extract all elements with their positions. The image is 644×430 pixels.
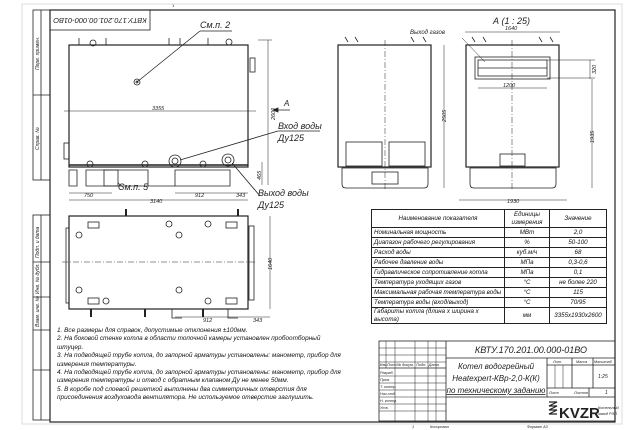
col-header: Подп. bbox=[416, 363, 427, 367]
strip-label: Перв. примен. bbox=[35, 36, 41, 70]
side-strip bbox=[33, 10, 50, 420]
copy-number: 1 bbox=[412, 425, 415, 429]
role-label: Т. контр. bbox=[380, 385, 397, 389]
dim-2505: 2505 bbox=[442, 109, 448, 122]
water-outlet-label: Выход воды bbox=[258, 188, 309, 198]
dim-750: 750 bbox=[84, 193, 94, 199]
cell-value: 115 bbox=[550, 288, 607, 298]
header-unit: Единицы измерения bbox=[505, 210, 550, 228]
role-label: Утв. bbox=[380, 406, 389, 410]
sheets-value: 1 bbox=[605, 390, 608, 396]
role-label: Нач.отд. bbox=[380, 392, 397, 396]
col-header: Дата bbox=[428, 363, 439, 367]
sheet-label: Лист bbox=[549, 391, 559, 395]
col-header: Лист bbox=[387, 363, 397, 367]
top-view bbox=[62, 209, 270, 318]
dim-3140: 3140 bbox=[150, 199, 163, 205]
product-name-3: по техническому заданию bbox=[446, 386, 546, 395]
dim-1935: 1935 bbox=[590, 130, 596, 143]
cell-value: 70/95 bbox=[550, 298, 607, 308]
view-a bbox=[459, 32, 595, 200]
note-item: 2. На боковой стенке котла в области топочной камеры установлен пробоотборный штуцер. bbox=[57, 335, 321, 351]
note-item: 4. На подводящей трубе котла, до запорной арматуры установлены: манометр, прибор для измерения температуры и отвод с обратным клапаном Ду не менее 50мм. bbox=[57, 369, 341, 385]
cell-unit: °С bbox=[505, 298, 550, 308]
rotated-code: КВТУ.170.201.00.000-01ВО bbox=[53, 16, 147, 26]
cell-unit: куб.м/ч bbox=[505, 248, 550, 258]
dim-343: 343 bbox=[236, 193, 246, 199]
cell-value: 0,1 bbox=[550, 268, 607, 278]
cell-name: Максимальная рабочая температура воды bbox=[372, 288, 505, 298]
product-name-2: Heatexpert-КВр-2,0-К(К) bbox=[452, 374, 540, 383]
dim-912: 912 bbox=[195, 193, 205, 199]
cell-unit: МВт bbox=[505, 228, 550, 238]
copied-label: Копировал bbox=[430, 425, 449, 429]
table-row bbox=[372, 248, 607, 258]
view-arrow-label: А bbox=[284, 99, 290, 108]
cell-value: 50-100 bbox=[550, 238, 607, 248]
table-row bbox=[372, 278, 607, 288]
table-row bbox=[372, 268, 607, 278]
callout-see-note-5: См.п. 5 bbox=[118, 182, 149, 192]
dim-pipe-height: 465 bbox=[257, 170, 263, 180]
strip-label: Подп. и дата bbox=[35, 226, 41, 258]
cell-name: Рабочее давление воды bbox=[372, 258, 505, 268]
table-row bbox=[372, 238, 607, 248]
cell-unit: мм bbox=[505, 308, 550, 324]
front-view bbox=[64, 31, 320, 200]
cell-value: 3355x1930x2600 bbox=[550, 308, 607, 324]
water-inlet-size: Ду125 bbox=[278, 133, 304, 143]
scale-label: Масштаб bbox=[594, 360, 612, 364]
kvzr-logo bbox=[549, 402, 600, 422]
mass-label: Масса bbox=[576, 360, 588, 364]
cell-unit: °С bbox=[505, 278, 550, 288]
note-item: 1. Все размеры для справок, допустимые отклонения ±100мм. bbox=[57, 327, 248, 334]
cell-value: 2,0 bbox=[550, 228, 607, 238]
role-label: Разраб. bbox=[380, 371, 394, 375]
cell-unit: °С bbox=[505, 288, 550, 298]
cell-name: Габариты котла (длина x ширина x высота) bbox=[372, 308, 505, 324]
dim-1640: 1640 bbox=[505, 26, 518, 32]
sheet-marker: 1 bbox=[172, 3, 175, 8]
company-line-1: Котельный bbox=[598, 406, 619, 410]
water-inlet-label: Вход воды bbox=[278, 121, 322, 131]
note-item: 3. На подводящей трубе котла, до запорной арматуры установлены: манометр, прибор для измерения температуры. bbox=[57, 352, 341, 368]
specification-table bbox=[371, 209, 607, 324]
cell-name: Расход воды bbox=[372, 248, 505, 258]
cell-name: Гидравлическое сопротивление котла bbox=[372, 268, 505, 278]
dim-length: 3355 bbox=[152, 106, 165, 112]
strip-label: Справ. № bbox=[35, 127, 41, 150]
table-row bbox=[372, 258, 607, 268]
table-row bbox=[372, 298, 607, 308]
table-row bbox=[372, 288, 607, 298]
cell-unit: МПа bbox=[505, 258, 550, 268]
cell-value: не более 220 bbox=[550, 278, 607, 288]
dim-height: 2600 bbox=[271, 107, 277, 120]
dim-top-343: 343 bbox=[253, 318, 263, 324]
callout-see-note-2: См.п. 2 bbox=[200, 20, 231, 30]
cell-unit: % bbox=[505, 238, 550, 248]
table-row bbox=[372, 308, 607, 324]
lit-label: Лит. bbox=[553, 360, 562, 364]
table-header-row bbox=[372, 210, 607, 228]
dim-top-1640: 1640 bbox=[268, 257, 274, 270]
role-label: Пров. bbox=[380, 378, 391, 382]
water-outlet-size: Ду125 bbox=[258, 200, 284, 210]
cell-name: Температура уходящих газов bbox=[372, 278, 505, 288]
cell-value: 0,3-0,6 bbox=[550, 258, 607, 268]
product-name-1: Котел водогрейный bbox=[457, 362, 535, 371]
note-item: 5. В коробе под слоевой решеткой выполнены два симметричных отверстия для присоединения воздуховода вентилятора. Не используемое отверстие заглушить. bbox=[57, 385, 314, 402]
cell-name: Диапазон рабочего регулирования bbox=[372, 238, 505, 248]
view-a-title: А (1 : 25) bbox=[493, 16, 531, 26]
role-label: Н. контр. bbox=[380, 399, 398, 403]
title-block-code: КВТУ.170.201.00.000-01ВО bbox=[474, 345, 588, 355]
dim-1930: 1930 bbox=[507, 199, 520, 205]
col-header: Изм bbox=[379, 363, 387, 367]
cell-name: Номинальная мощность bbox=[372, 228, 505, 238]
header-value: Значение bbox=[550, 210, 607, 228]
gas-outlet-label: Выход газов bbox=[410, 30, 445, 36]
svg-text:KVZR: KVZR bbox=[559, 405, 600, 422]
dim-320: 320 bbox=[592, 64, 598, 74]
dim-1200: 1200 bbox=[503, 83, 516, 89]
side-view bbox=[338, 37, 444, 190]
cell-unit: МПа bbox=[505, 268, 550, 278]
sheets-label: Листов bbox=[574, 391, 588, 395]
strip-label: Взам. инв. № bbox=[35, 296, 41, 327]
company-line-2: завод РЭП bbox=[598, 412, 617, 416]
strip-label: Инв. № дубл. bbox=[35, 263, 41, 294]
table-row bbox=[372, 228, 607, 238]
notes bbox=[57, 327, 342, 403]
scale-value: 1:25 bbox=[598, 374, 608, 380]
format-label: Формат А3 bbox=[527, 425, 548, 429]
col-header: № докум. bbox=[397, 363, 414, 367]
cell-name: Температура воды (вход/выход) bbox=[372, 298, 505, 308]
cell-value: 68 bbox=[550, 248, 607, 258]
dim-top-912: 912 bbox=[203, 318, 213, 324]
header-name: Наименование показателя bbox=[372, 210, 505, 228]
